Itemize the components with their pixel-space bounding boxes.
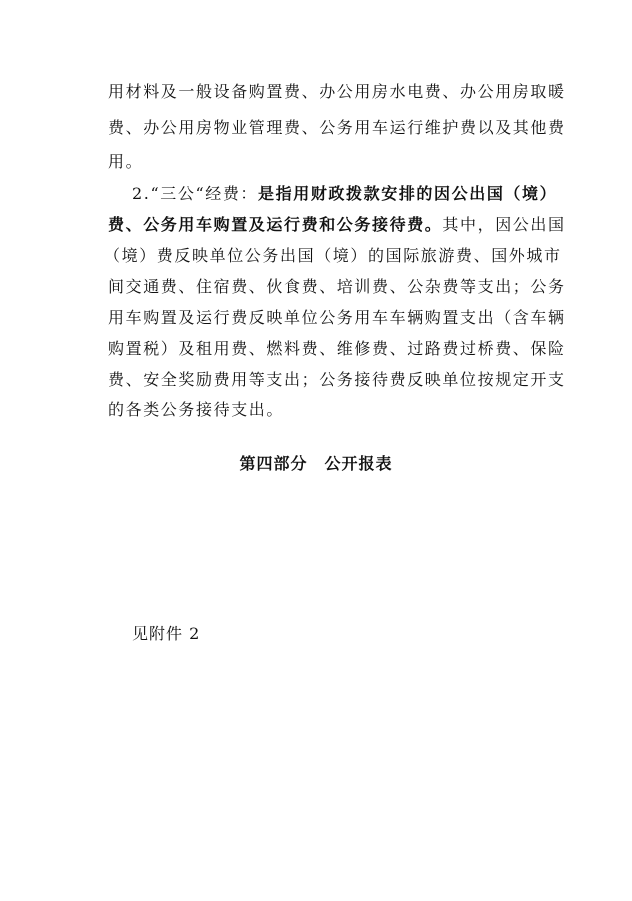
paragraph-line: （境）费反映单位公务出国（境）的国际旅游费、国外城市 [104,246,562,265]
paragraph-line: 间交通费、住宿费、伙食费、培训费、公杂费等支出；公务 [108,277,566,296]
section-title: 第四部分 公开报表 [239,454,393,473]
paragraph-line: 的各类公务接待支出。 [108,400,285,419]
paragraph-line [108,215,566,235]
paragraph-line: 购置税）及租用费、燃料费、维修费、过路费过桥费、保险 [108,339,566,358]
definition-lead-text: 是指用财政拨款安排的因公出国（境） [258,184,558,203]
paragraph-line: 费、办公用房物业管理费、公务用车运行维护费以及其他费 [108,118,566,137]
paragraph-line: 用车购置及运行费反映单位公务用车车辆购置支出（含车辆 [108,308,566,327]
paragraph-text: 其中，因公出国 [442,215,566,234]
definition-lead-text: 费、公务用车购置及运行费和公务接待费。 [108,215,443,234]
list-number-text: 2.“三公“经费： [132,184,259,203]
paragraph-line [132,184,572,204]
paragraph-line: 费、安全奖励费用等支出；公务接待费反映单位按规定开支 [108,370,566,389]
paragraph-line: 用材料及一般设备购置费、办公用房水电费、办公用房取暖 [108,82,566,101]
paragraph-line: 用。 [108,152,144,171]
attachment-reference: 见附件 2 [132,624,201,643]
